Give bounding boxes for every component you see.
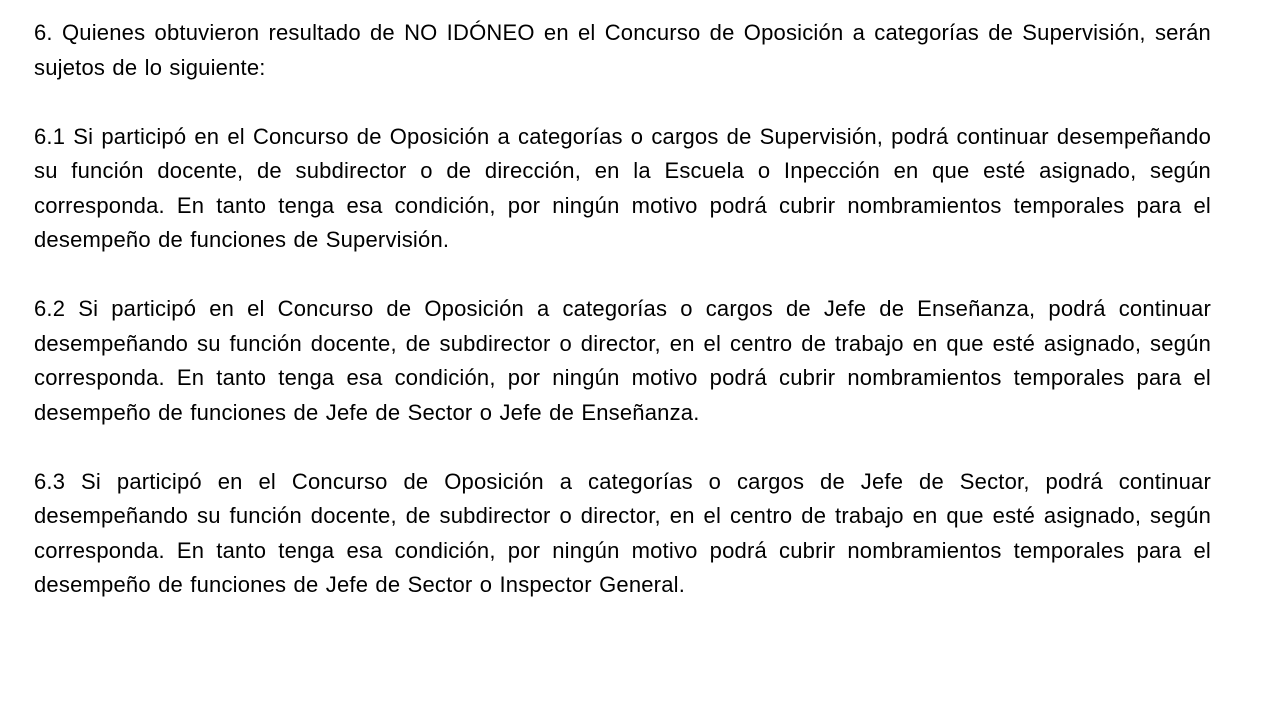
paragraph-6-1: 6.1 Si participó en el Concurso de Oposición a categorías o cargos de Supervisión, podrá continuar desempeñando su función docente, de subdirector o de dirección, en la Escuela o Inpección en que esté asignado, según corresponda. En tanto tenga esa condición, por ningún motivo podrá cubrir nombramientos temporales para el desempeño de funciones de Supervisión. (34, 123, 1211, 252)
paragraph-6: 6. Quienes obtuvieron resultado de NO IDÓNEO en el Concurso de Oposición a categorías de Supervisión, serán sujetos de lo siguiente: (34, 20, 1211, 80)
paragraph-spacer (34, 258, 1211, 293)
paragraph-spacer (34, 430, 1211, 465)
paragraph-6-2: 6.2 Si participó en el Concurso de Oposición a categorías o cargos de Jefe de Enseñanza, podrá continuar desempeñando su función docente, de subdirector o director, en el centro de trabajo en que esté asignado, según corresponda. En tanto tenga esa condición, por ningún motivo podrá cubrir nombramientos temporales para el desempeño de funciones de Jefe de Sector o Jefe de Enseñanza. (34, 296, 1211, 425)
paragraph-6-3: 6.3 Si participó en el Concurso de Oposición a categorías o cargos de Jefe de Sector, podrá continuar desempeñando su función docente, de subdirector o director, en el centro de trabajo en que esté asignado, según corresponda. En tanto tenga esa condición, por ningún motivo podrá cubrir nombramientos temporales para el desempeño de funciones de Jefe de Sector o Inspector General. (34, 468, 1211, 597)
paragraph-spacer (34, 85, 1211, 120)
